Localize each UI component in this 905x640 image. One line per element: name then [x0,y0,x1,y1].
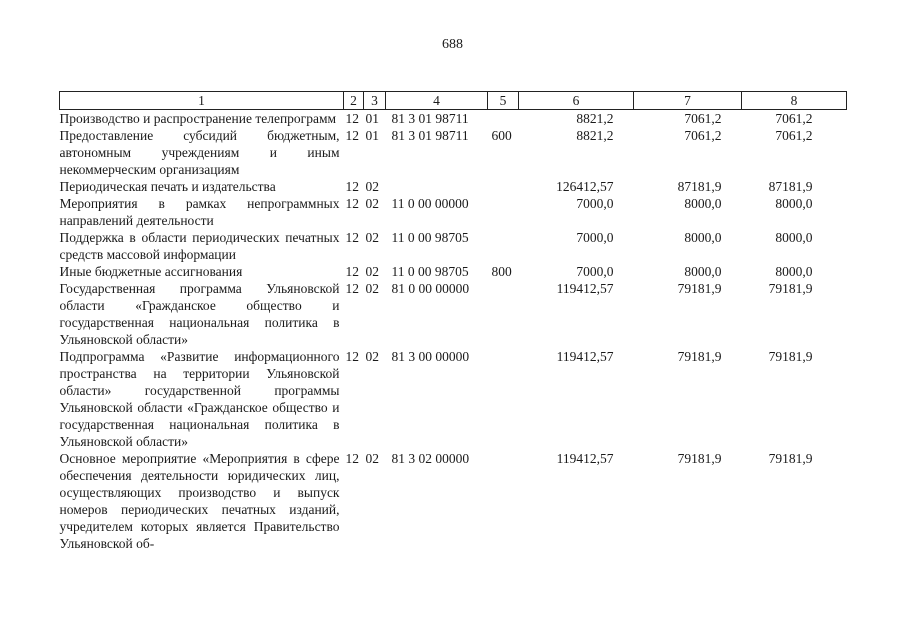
row-amount-3: 8000,0 [775,264,813,279]
row-target-code: 81 3 02 00000 [391,451,470,466]
row-target-code: 11 0 00 00000 [391,196,469,211]
row-target-code: 81 3 00 00000 [391,349,470,364]
column-header-8: 8 [742,92,847,110]
table-row [60,110,847,128]
row-section: 12 [345,111,359,126]
row-amount-3: 87181,9 [768,179,813,194]
row-subsection: 02 [365,349,379,364]
table-row [60,229,847,263]
column-header-2: 2 [344,92,364,110]
row-amount-2: 8000,0 [684,264,722,279]
table-row [60,127,847,178]
row-amount-1: 7000,0 [576,264,614,279]
row-section: 12 [345,264,359,279]
column-header-6: 6 [519,92,634,110]
column-header-1: 1 [60,92,344,110]
row-section: 12 [345,196,359,211]
row-amount-3: 79181,9 [768,451,813,466]
row-amount-2: 7061,2 [684,128,722,143]
row-name: Предоставление субсидий бюджетным, автономным учреждениям и иным некоммерческим организациям [59,128,340,177]
row-amount-2: 79181,9 [677,451,722,466]
row-amount-1: 119412,57 [556,281,614,296]
row-target-code: 81 0 00 00000 [391,281,470,296]
row-expense-type [488,178,519,195]
row-amount-1: 8821,2 [576,111,614,126]
column-header-3: 3 [364,92,386,110]
row-amount-1: 126412,57 [556,179,614,194]
row-subsection: 02 [365,451,379,466]
row-subsection: 02 [365,264,379,279]
row-section: 12 [345,349,359,364]
row-amount-1: 8821,2 [576,128,614,143]
row-subsection: 02 [365,230,379,245]
row-amount-2: 79181,9 [677,281,722,296]
row-name: Поддержка в области периодических печатных средств массовой информации [59,230,340,262]
row-target-code: 81 3 01 98711 [391,111,469,126]
row-amount-2: 7061,2 [684,111,722,126]
column-header-4: 4 [386,92,488,110]
row-amount-3: 7061,2 [775,128,813,143]
row-section: 12 [345,451,359,466]
row-amount-3: 79181,9 [768,281,813,296]
row-amount-3: 8000,0 [775,230,813,245]
row-expense-type [488,195,519,229]
row-expense-type [488,450,519,552]
row-name: Иные бюджетные ассигнования [59,264,243,279]
row-amount-1: 7000,0 [576,196,614,211]
row-target-code: 11 0 00 98705 [391,230,469,245]
row-section: 12 [345,281,359,296]
table-row [60,263,847,280]
row-amount-2: 8000,0 [684,230,722,245]
row-subsection: 01 [365,128,379,143]
row-section: 12 [345,179,359,194]
budget-table [59,91,847,552]
page-number: 688 [442,37,463,52]
row-name: Периодическая печать и издательства [59,179,276,194]
header-row [60,92,847,110]
row-amount-2: 8000,0 [684,196,722,211]
row-subsection: 02 [365,196,379,211]
row-amount-3: 8000,0 [775,196,813,211]
row-target-code: 81 3 01 98711 [391,128,469,143]
row-target-code: 11 0 00 98705 [391,264,469,279]
row-subsection: 02 [365,179,379,194]
row-section: 12 [345,128,359,143]
row-name: Подпрограмма «Развитие информационного пространства на территории Ульяновской области» государственной программы Ульяновской области «Гражданское общество и государственная национальная политика в Ульяновской области» [59,349,340,449]
row-amount-3: 79181,9 [768,349,813,364]
row-expense-type: 800 [491,264,512,279]
row-section: 12 [345,230,359,245]
row-expense-type [488,110,519,128]
row-expense-type [488,229,519,263]
row-amount-1: 7000,0 [576,230,614,245]
table-body [60,110,847,553]
table-row [60,450,847,552]
row-name: Производство и распространение телепрограмм [59,111,337,126]
row-expense-type [488,280,519,348]
row-amount-1: 119412,57 [556,349,614,364]
row-amount-3: 7061,2 [775,111,813,126]
row-name: Основное мероприятие «Мероприятия в сфере обеспечения деятельности юридических лиц, осуществляющих производство и выпуск номеров периодических печатных изданий, учредителем которых является Правительство Ульяновской об- [59,451,340,551]
table-row [60,178,847,195]
row-amount-2: 87181,9 [677,179,722,194]
table-row [60,348,847,450]
row-amount-1: 119412,57 [556,451,614,466]
row-subsection: 02 [365,281,379,296]
table-row [60,280,847,348]
column-header-5: 5 [488,92,519,110]
row-name: Государственная программа Ульяновской области «Гражданское общество и государственная национальная политика в Ульяновской области» [59,281,340,347]
row-name: Мероприятия в рамках непрограммных направлений деятельности [59,196,340,228]
row-subsection: 01 [365,111,379,126]
row-expense-type [488,348,519,450]
column-header-7: 7 [634,92,742,110]
row-target-code [386,178,488,195]
row-amount-2: 79181,9 [677,349,722,364]
row-expense-type: 600 [491,128,512,143]
table-row [60,195,847,229]
